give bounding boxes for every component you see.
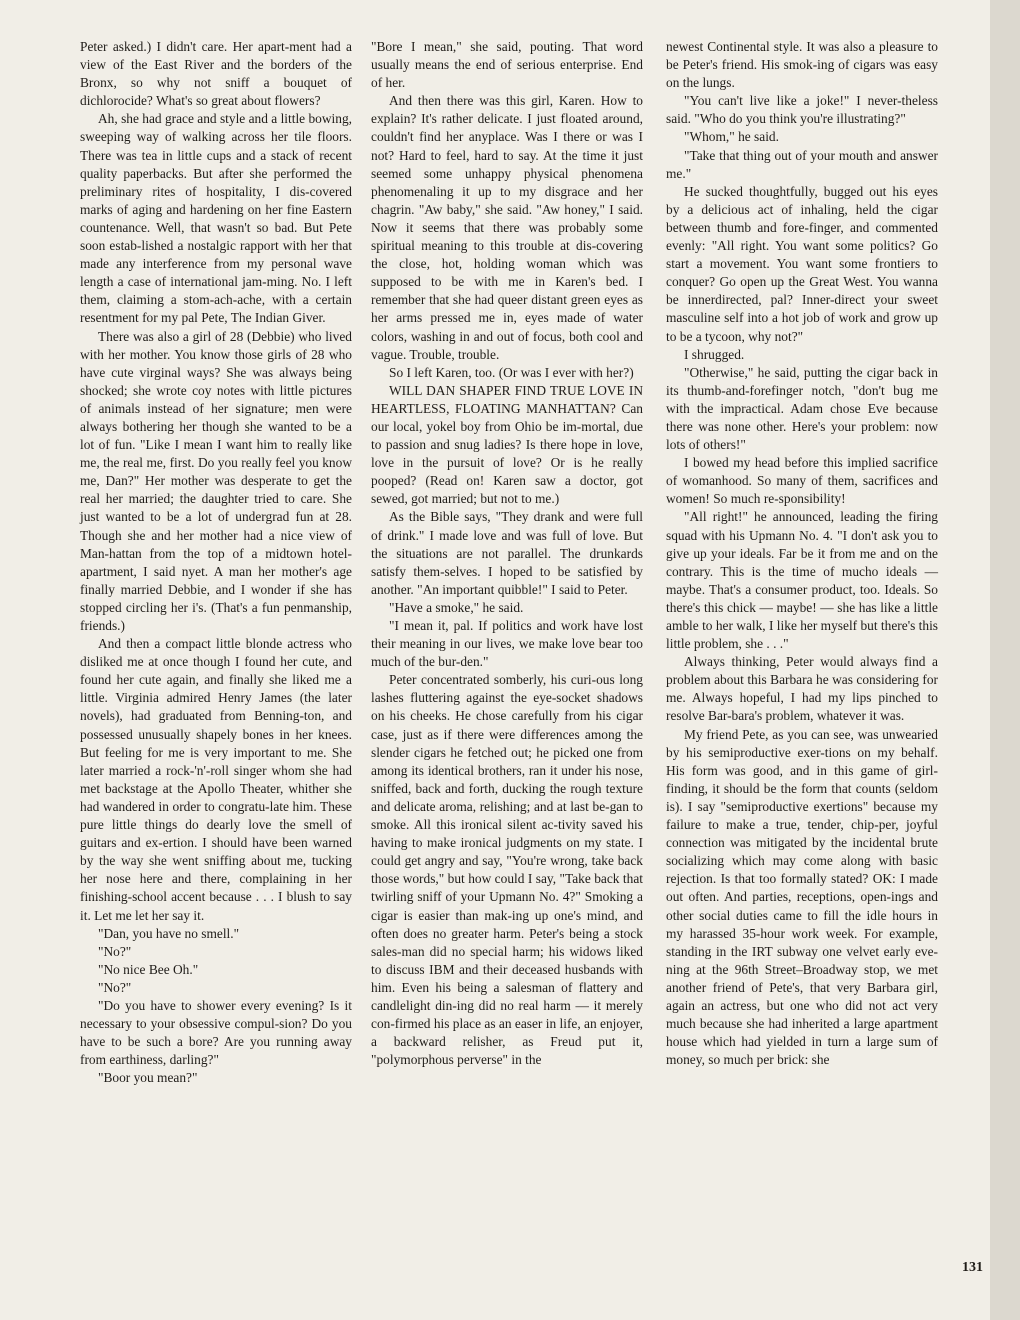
paragraph: I shrugged.: [684, 346, 745, 362]
page-edge: [990, 0, 1020, 1320]
dialogue-line: "Whom," he said.: [684, 129, 779, 145]
dialogue-line: "Dan, you have no smell.": [98, 925, 240, 941]
paragraph: "Do you have to shower every evening? Is it necessary to your obsessive compul-sion? Do you have to be such a bore? Are you running away from earthiness, darling?": [80, 997, 352, 1068]
paragraph: There was also a girl of 28 (Debbie) who lived with her mother. You know those girls of 28 who have cute virginal ways? She was always being shocked; she wrote coy notes with little pictures of animals instead of her signature; men were always bothering her though she wanted to be a lot of fun. "Like I mean I want him to really like me, the real me, first. Do you really feel you know me, Dan?" Her mother was desperate to get the real her married; the daughter tried to care. She just wanted to be a lot of undergrad fun at 28. Though she and her mother had a nice view of Man-hattan from the top of a midtown hotel-apartment, I said nyet. A man her mother's age finally married Debbie, and I wonder if she has stopped circling her i's. (That's a fun penmanship, friends.): [80, 328, 352, 633]
paragraph: "Take that thing out of your mouth and answer me.": [666, 147, 938, 181]
paragraph: Always thinking, Peter would always find a problem about this Barbara he was considering for me. Always hopeful, I had my lips pinched to resolve Bar-bara's problem, whatever it was.: [666, 654, 938, 724]
paragraph: "I mean it, pal. If politics and work have lost their meaning in our lives, we make love bear too much of the bur-den.": [371, 618, 643, 670]
dialogue-line: "No nice Bee Oh.": [98, 961, 199, 977]
paragraph: "Otherwise," he said, putting the cigar back in its thumb-and-forefinger notch, "don't bug me with the impractical. Adam chose Eve because there was none other. Here's your problem: now lots of others!": [666, 364, 938, 453]
paragraph: I bowed my head before this implied sacrifice of womanhood. So many of them, sacrifices and women! So much re-sponsibility!: [666, 455, 938, 507]
dialogue-line: "Have a smoke," he said.: [389, 599, 524, 615]
paragraph: Peter concentrated somberly, his curi-ous long lashes fluttering against the eye-socket shadows on his cheeks. He chose carefully from his cigar case, just as if there were differences among the slender cigars he fetched out; he picked one from among its identical brothers, ran it under his nose, sniffed, back and forth, ducking the rough texture and delicate aroma, relishing; and at last be-gan to smoke. All this ironical silent ac-tivity saved his having to make ironical judgments on my state. I could get angry and say, "You're wrong, take back those words," but how could I say, "Take back that twirling sniff of your Upmann No. 4?" Smoking a cigar is easier than mak-ing up one's mind, and often does no greater harm. Peter's being a stock sales-man did no special harm; his widows liked to discuss IBM and their deceased husbands with him. Even his being a salesman of flattery and candlelight din-ing did no real harm — it merely con-firmed his place as an easer in life, an enjoyer, a backward relisher, as Freud put it, "polymorphous perverse" in the: [371, 672, 643, 1068]
paragraph: "Bore I mean," she said, pouting. That word usually means the end of serious enterprise. End of her.: [371, 39, 643, 91]
dialogue-line: "No?": [98, 979, 132, 995]
paragraph: And then there was this girl, Karen. How to explain? It's rather delicate. I just floated around, couldn't find her anyplace. Was I there or was I not? Hard to feel, hard to say. At the time it just seemed some unhappy physical phenomena phenomenaling it up to my disgrace and her chagrin. "Aw baby," she said. "Aw honey," I said. Now it seems that there was probably some spiritual meaning to this trouble at dis-covering the close, hot, holding woman which was supposed to be with me in Karen's bed. I remember that she had queer distant green eyes as her arms pressed me in, eyes made of water colors, washing in and out of focus, both cool and vague. Trouble, trouble.: [371, 93, 643, 362]
paragraph: Peter asked.) I didn't care. Her apart-ment had a view of the East River and the borders of the Bronx, so why not sniff a bouquet of dichlorocide? What's so great about flowers?: [80, 39, 352, 109]
paragraph: So I left Karen, too. (Or was I ever with her?): [389, 364, 634, 380]
paragraph: And then a compact little blonde actress who disliked me at once though I found her cute, and found her cute again, and finally she liked me a little. Virginia admired Henry James (the later novels), had graduated from Benning-ton, and possessed unusually shapely bones in her knees. But feeling for me is very important to me. She later married a rock-'n'-roll singer whom she had met backstage at the Apollo Theater, whither she had wandered in order to congratu-late him. These pure little things do dearly love the smell of guitars and ex-ertion. I should have been warned by the way she went sniffing about me, tucking her nose here and there, complaining in her finishing-school accent because . . . I blush to say it. Let me let her say it.: [80, 636, 352, 923]
paragraph: Ah, she had grace and style and a little bowing, sweeping way of walking across her tile floors. There was tea in little cups and a stack of recent quality paperbacks. But after she performed the preliminary rites of hospitality, I dis-covered marks of aging and hardening on her fine Eastern countenance. Well, that wasn't so bad. But Pete soon estab-lished a nostalgic rapport with her that made any interference from my personal wave length a case of international jam-ming. No. I left them, claiming a stom-ach-ache, with a certain resentment for my pal Pete, The Indian Giver.: [80, 111, 352, 326]
paragraph: My friend Pete, as you can see, was unwearied by his semiproductive exer-tions on my behalf. His form was good, and in this game of girl-finding, it should be the form that counts (seldom is). I say "semiproductive exertions" because my failure to make a true, tender, chip-per, joyful connection was mitigated by the incidental brute socializing which may come along with basic rejection. Is that too formally stated? OK: I made out often. And parties, receptions, open-ings and other social duties came to fill the idle hours in my harassed 35-hour work week. For example, standing in the IRT subway one velvet early eve-ning at the 96th Street–Broadway stop, we met another friend of Pete's, that very Barbara girl, again an actress, but one who did not act very much because she had inherited a large apartment house which had yielded in turn a large sum of money, so much per brick: she: [666, 726, 938, 1068]
paragraph: "You can't live like a joke!" I never-theless said. "Who do you think you're illustrating?": [666, 93, 938, 127]
paragraph: He sucked thoughtfully, bugged out his eyes by a delicious act of inhaling, held the cigar between thumb and fore-finger, and commented evenly: "All right. You want some politics? Go start a movement. You want some frontiers to conquer? Go open up the Great West. You wanna be innerdirected, pal? Inner-direct your sweet masculine self into a hot job of work and grow up to be a tycoon, why not?": [666, 183, 938, 344]
text-column-3: [666, 38, 938, 1069]
paragraph: "All right!" he announced, leading the firing squad with his Upmann No. 4. "I don't ask you to give up your ideals. Far be it from me and on the contrary. This is the time of mucho ideals — maybe. That's a consumer product, too. Ideals. So there's this chick — maybe! — she has like a little amble to her walk, I like her myself but there's this little problem, she . . .": [666, 509, 939, 652]
dialogue-line: "Boor you mean?": [98, 1070, 198, 1086]
page-number: 131: [962, 1260, 983, 1275]
paragraph: newest Continental style. It was also a pleasure to be Peter's friend. His smok-ing of cigars was easy on the lungs.: [666, 39, 938, 91]
paragraph: As the Bible says, "They drank and were full of drink." I made love and was full of love. But the situations are not parallel. The drunkards satisfy them-selves. I hoped to be satisfied by another. "An important quibble!" I said to Peter.: [371, 509, 643, 597]
paragraph: WILL DAN SHAPER FIND TRUE LOVE IN HEARTLESS, FLOATING MANHATTAN? Can our local, yokel boy from Ohio be im-mortal, due to passion and snug ladies? Is there hope in love, love in the pursuit of love? Or is he really pooped? (Read on! Karen saw a doctor, got sewed, got married; but not to me.): [371, 382, 643, 507]
text-column-2: [371, 38, 643, 1069]
dialogue-line: "No?": [98, 943, 132, 959]
text-column-1: [80, 38, 352, 1087]
